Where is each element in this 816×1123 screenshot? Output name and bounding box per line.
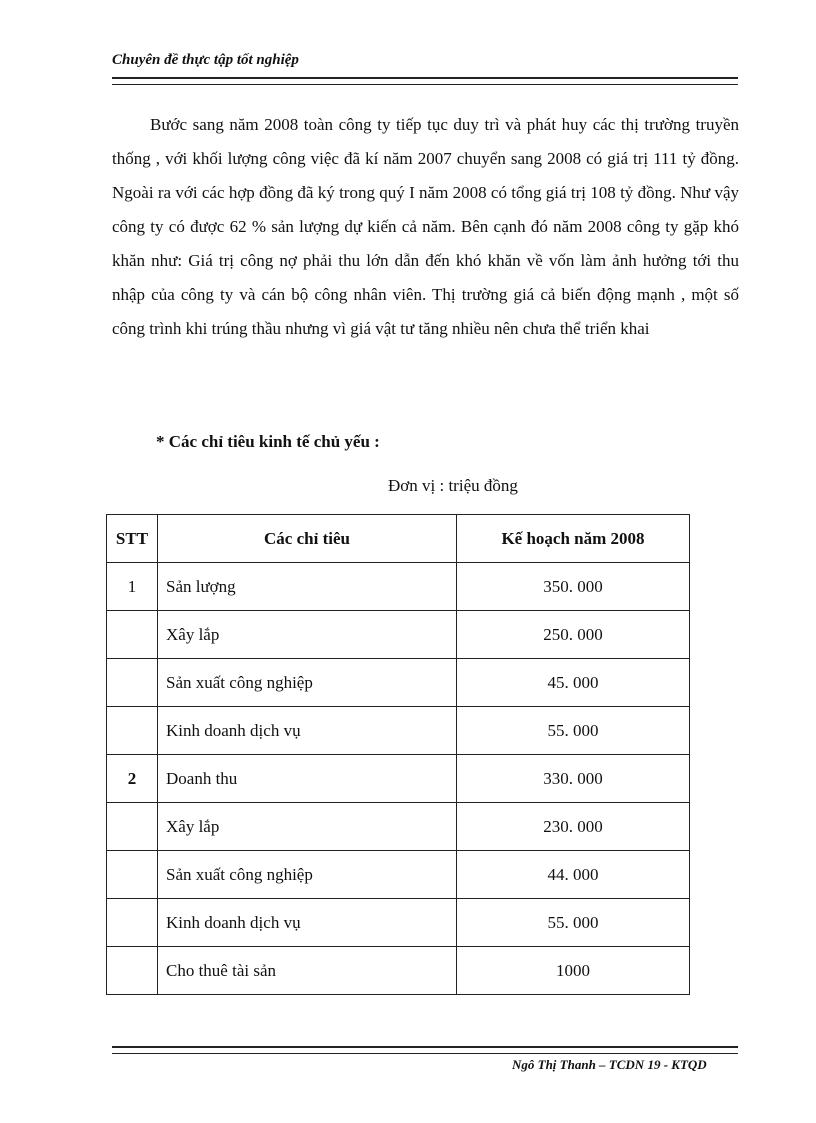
column-header-stt: STT: [107, 515, 158, 563]
row-value: 230. 000: [457, 803, 690, 851]
footer-divider: [112, 1046, 738, 1054]
row-value: 350. 000: [457, 563, 690, 611]
row-stt: [107, 707, 158, 755]
row-indicator: Xây lắp: [158, 611, 457, 659]
table-row: [107, 659, 690, 707]
table-header-row: [107, 515, 690, 563]
row-stt: [107, 803, 158, 851]
table-row: [107, 899, 690, 947]
body-paragraph: Bước sang năm 2008 toàn công ty tiếp tục duy trì và phát huy các thị trường truyền thống , với khối lượng công việc đã kí năm 2007 chuyển sang 2008 có giá trị 111 tỷ đồng. Ngoài ra với các hợp đồng đã ký trong quý I năm 2008 có tổng giá trị 108 tỷ đồng. Như vậy công ty có được 62 % sản lượng dự kiến cả năm. Bên cạnh đó năm 2008 công ty gặp khó khăn như: Giá trị công nợ phải thu lớn dẫn đến khó khăn về vốn làm ảnh hưởng tới thu nhập của công ty và cán bộ công nhân viên. Thị trường giá cả biến động mạnh , một số công trình khi trúng thầu nhưng vì giá vật tư tăng nhiều nên chưa thể triển khai: [112, 115, 739, 338]
row-value: 55. 000: [457, 899, 690, 947]
row-indicator: Sản xuất công nghiệp: [158, 851, 457, 899]
row-indicator: Xây lắp: [158, 803, 457, 851]
table-row: [107, 707, 690, 755]
row-indicator: Doanh thu: [158, 755, 457, 803]
row-indicator: Kinh doanh dịch vụ: [158, 899, 457, 947]
row-value: 250. 000: [457, 611, 690, 659]
table-row: [107, 947, 690, 995]
row-indicator: Sản xuất công nghiệp: [158, 659, 457, 707]
unit-note: Đơn vị : triệu đồng: [388, 476, 518, 495]
row-value: 44. 000: [457, 851, 690, 899]
table-row: [107, 803, 690, 851]
column-header-indicator: Các chỉ tiêu: [158, 515, 457, 563]
row-stt: [107, 947, 158, 995]
header-divider: [112, 77, 738, 85]
row-stt: [107, 851, 158, 899]
footer-author: Ngô Thị Thanh – TCDN 19 - KTQD: [512, 1057, 707, 1072]
page-header-title: Chuyên đề thực tập tốt nghiệp: [112, 52, 299, 68]
section-heading: * Các chỉ tiêu kinh tế chủ yếu :: [156, 432, 380, 451]
row-stt: 2: [107, 755, 158, 803]
table-row: [107, 755, 690, 803]
row-indicator: Kinh doanh dịch vụ: [158, 707, 457, 755]
economic-indicators-table: [106, 514, 690, 995]
row-value: 330. 000: [457, 755, 690, 803]
table-row: [107, 851, 690, 899]
row-stt: [107, 611, 158, 659]
row-indicator: Sản lượng: [158, 563, 457, 611]
table-row: [107, 611, 690, 659]
table-row: [107, 563, 690, 611]
row-indicator: Cho thuê tài sản: [158, 947, 457, 995]
row-value: 45. 000: [457, 659, 690, 707]
row-stt: [107, 659, 158, 707]
row-stt: [107, 899, 158, 947]
row-value: 55. 000: [457, 707, 690, 755]
row-value: 1000: [457, 947, 690, 995]
row-stt: 1: [107, 563, 158, 611]
column-header-plan-2008: Kế hoạch năm 2008: [457, 515, 690, 563]
